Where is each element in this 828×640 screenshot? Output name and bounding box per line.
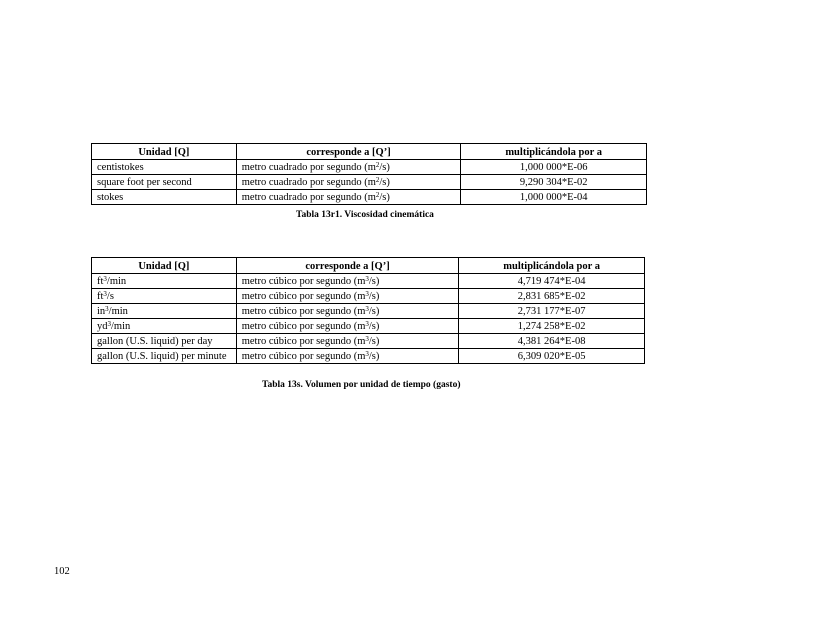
- table-header-row: [92, 144, 647, 160]
- factor-cell: 2,831 685*E-02: [459, 289, 645, 304]
- unit-cell: centistokes: [92, 160, 237, 175]
- page-number: 102: [54, 566, 70, 577]
- column-header-unit: Unidad [Q]: [92, 144, 237, 160]
- unit-cell: $in^3/\min$: [92, 304, 237, 319]
- corresponds-cell: metro cuadrado por segundo $(m^2/s)$: [236, 160, 461, 175]
- flow-rate-table: [91, 257, 645, 364]
- column-header-corresponds: corresponde a [Q’]: [236, 144, 461, 160]
- column-header-factor: multiplicándola por a: [459, 258, 645, 274]
- unit-cell: stokes: [92, 190, 237, 205]
- viscosity-table: [91, 143, 647, 205]
- unit-cell: gallon (U.S. liquid) per minute: [92, 349, 237, 364]
- table-row: [92, 274, 645, 289]
- unit-cell: $ft^3/\min$: [92, 274, 237, 289]
- table-row: [92, 289, 645, 304]
- corresponds-cell: metro cuadrado por segundo $(m^2/s)$: [236, 175, 461, 190]
- table-caption-flow-rate: Tabla 13s. Volumen por unidad de tiempo (gasto): [262, 380, 461, 390]
- unit-cell: $ft^3/s$: [92, 289, 237, 304]
- factor-cell: 1,000 000*E-06: [461, 160, 647, 175]
- factor-cell: 1,274 258*E-02: [459, 319, 645, 334]
- corresponds-cell: metro cuadrado por segundo $(m^2/s)$: [236, 190, 461, 205]
- corresponds-cell: metro cúbico por segundo $(m^3/s)$: [236, 274, 459, 289]
- table-row: [92, 304, 645, 319]
- unit-cell: square foot per second: [92, 175, 237, 190]
- table-row: [92, 319, 645, 334]
- column-header-unit: Unidad [Q]: [92, 258, 237, 274]
- corresponds-cell: metro cúbico por segundo $(m^3/s)$: [236, 349, 459, 364]
- factor-cell: 4,381 264*E-08: [459, 334, 645, 349]
- factor-cell: 1,000 000*E-04: [461, 190, 647, 205]
- table-row: [92, 349, 645, 364]
- unit-cell: $yd^3/\min$: [92, 319, 237, 334]
- factor-cell: 6,309 020*E-05: [459, 349, 645, 364]
- table-row: [92, 190, 647, 205]
- column-header-corresponds: corresponde a [Q’]: [236, 258, 459, 274]
- factor-cell: 4,719 474*E-04: [459, 274, 645, 289]
- table-row: [92, 175, 647, 190]
- table-row: [92, 160, 647, 175]
- corresponds-cell: metro cúbico por segundo $(m^3/s)$: [236, 304, 459, 319]
- table-caption-viscosity: Tabla 13r1. Viscosidad cinemática: [296, 210, 434, 220]
- unit-cell: gallon (U.S. liquid) per day: [92, 334, 237, 349]
- corresponds-cell: metro cúbico por segundo $(m^3/s)$: [236, 319, 459, 334]
- column-header-factor: multiplicándola por a: [461, 144, 647, 160]
- corresponds-cell: metro cúbico por segundo $(m^3/s)$: [236, 334, 459, 349]
- table-header-row: [92, 258, 645, 274]
- factor-cell: 9,290 304*E-02: [461, 175, 647, 190]
- corresponds-cell: metro cúbico por segundo $(m^3/s)$: [236, 289, 459, 304]
- table-row: [92, 334, 645, 349]
- factor-cell: 2,731 177*E-07: [459, 304, 645, 319]
